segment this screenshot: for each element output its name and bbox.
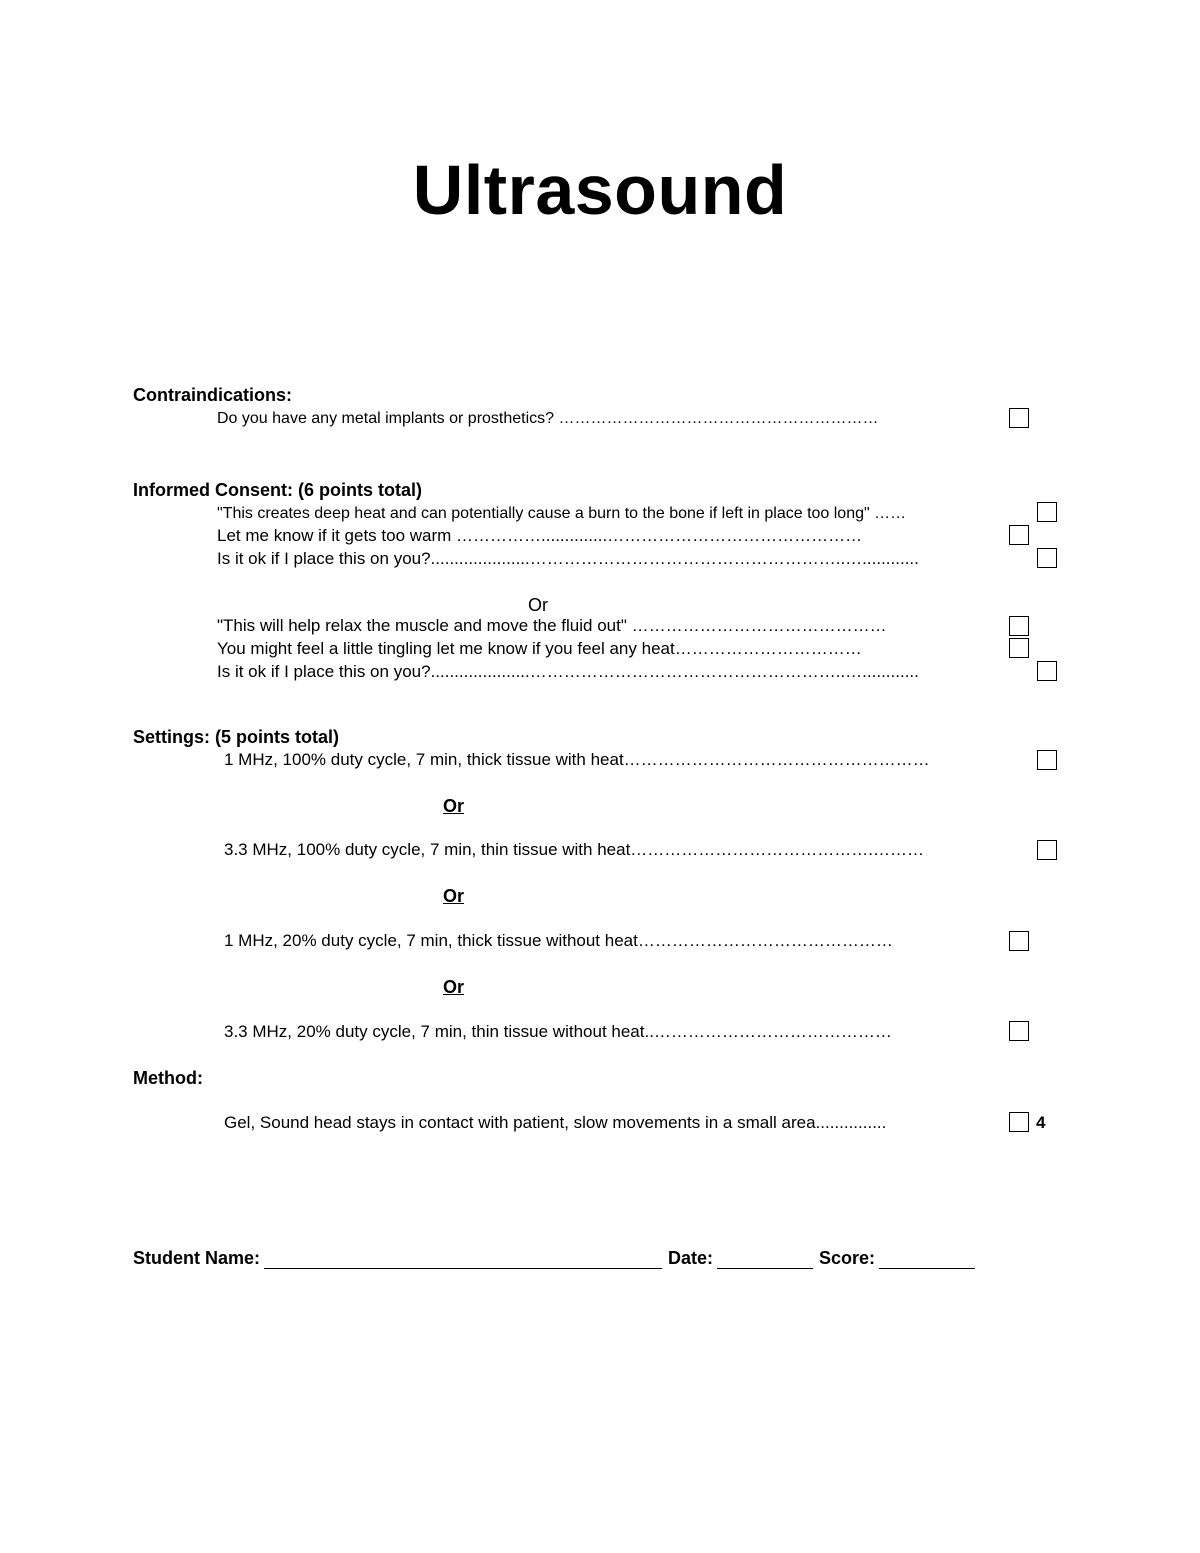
settings-heading: Settings: (5 points total)	[133, 727, 339, 747]
consent-or-label: Or	[528, 595, 548, 615]
consent-a-line-3: Is it ok if I place this on you?.....................………………………………………………..…............	[217, 549, 919, 568]
method-heading: Method:	[133, 1068, 203, 1088]
settings-or-label-2: Or	[443, 886, 465, 906]
date-label: Date:	[668, 1248, 714, 1268]
settings-or-label-3: Or	[443, 977, 465, 997]
footer-fields	[133, 1247, 981, 1269]
consent-b-checkbox-1[interactable]	[1009, 616, 1029, 636]
consent-a-checkbox-2[interactable]	[1009, 525, 1029, 545]
consent-b-checkbox-3[interactable]	[1037, 661, 1057, 681]
consent-a-checkbox-3[interactable]	[1037, 548, 1057, 568]
settings-item-2: 3.3 MHz, 100% duty cycle, 7 min, thin tissue with heat…………………………………….………	[224, 840, 925, 859]
contraindication-item-text: Do you have any metal implants or prosthetics? ……………………………………………………	[217, 410, 879, 427]
date-field[interactable]	[717, 1250, 813, 1269]
method-points: 4	[1036, 1113, 1046, 1132]
page-title: Ultrasound	[412, 151, 788, 229]
consent-a-checkbox-1[interactable]	[1037, 502, 1057, 522]
settings-checkbox-4[interactable]	[1009, 1021, 1029, 1041]
settings-item-3: 1 MHz, 20% duty cycle, 7 min, thick tissue without heat………………………………………	[224, 931, 893, 950]
method-item-text: Gel, Sound head stays in contact with patient, slow movements in a small area...............	[224, 1113, 887, 1132]
consent-a-line-2: Let me know if it gets too warm ……………..............………………………………………	[217, 526, 863, 545]
settings-checkbox-1[interactable]	[1037, 750, 1057, 770]
settings-or-label-1: Or	[443, 796, 465, 816]
consent-b-checkbox-2[interactable]	[1009, 638, 1029, 658]
settings-item-1: 1 MHz, 100% duty cycle, 7 min, thick tissue with heat………………………………………………	[224, 750, 930, 769]
consent-b-line-1: "This will help relax the muscle and move the fluid out" ………………………………………	[217, 616, 887, 635]
consent-b-line-2: You might feel a little tingling let me know if you feel any heat……………………………	[217, 639, 862, 658]
contraindications-heading: Contraindications:	[133, 385, 293, 405]
method-checkbox[interactable]	[1009, 1112, 1029, 1132]
consent-b-line-3: Is it ok if I place this on you?.....................………………………………………………..…............	[217, 662, 919, 681]
settings-item-4: 3.3 MHz, 20% duty cycle, 7 min, thin tissue without heat..……………………………………	[224, 1022, 892, 1041]
consent-a-line-1: "This creates deep heat and can potentially cause a burn to the bone if left in place too long" ……	[217, 505, 907, 522]
student-name-label: Student Name:	[133, 1248, 261, 1268]
student-name-field[interactable]	[264, 1250, 662, 1269]
settings-checkbox-2[interactable]	[1037, 840, 1057, 860]
settings-checkbox-3[interactable]	[1009, 931, 1029, 951]
score-label: Score:	[819, 1248, 876, 1268]
informed-consent-heading: Informed Consent: (6 points total)	[133, 480, 422, 500]
contraindication-checkbox[interactable]	[1009, 408, 1029, 428]
score-field[interactable]	[879, 1250, 975, 1269]
